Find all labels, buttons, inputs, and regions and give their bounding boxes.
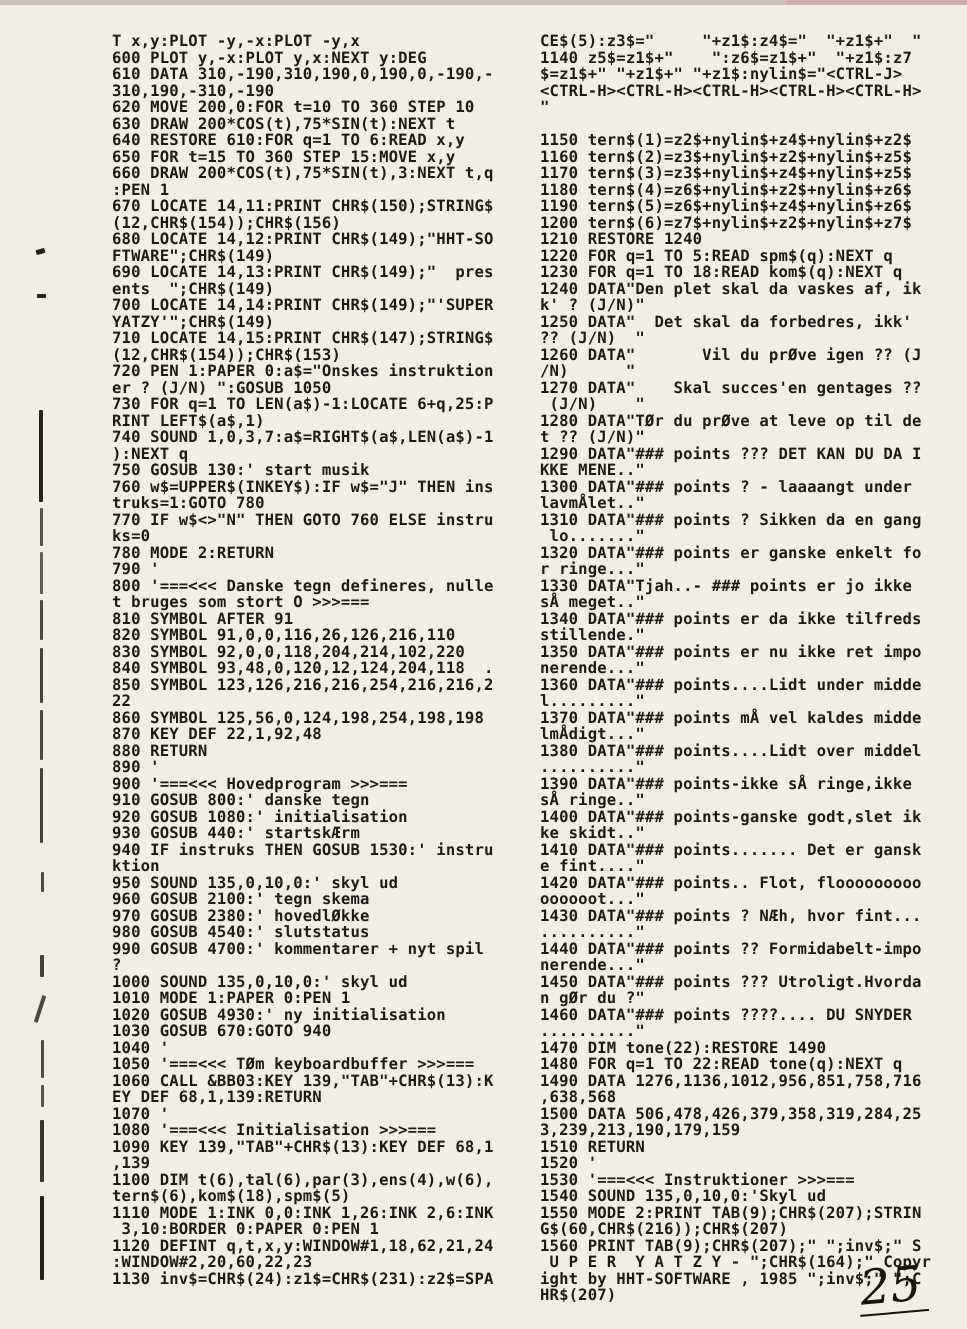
binding-mark	[40, 1196, 44, 1280]
code-line: 770 IF w$<>"N" THEN GOTO 760 ELSE instru	[112, 510, 494, 529]
scan-edge	[0, 0, 967, 5]
code-line: er ? (J/N) ":GOSUB 1050	[112, 378, 332, 397]
code-line: .........."	[540, 1022, 645, 1040]
code-line: ):NEXT q	[112, 444, 189, 463]
code-line: 1140 z5$=z1$+" ":z6$=z1$+" "+z1$:z7	[540, 48, 912, 67]
code-line: 1550 MODE 2:PRINT TAB(9);CHR$(207);STRIN	[540, 1203, 922, 1222]
code-line: 610 DATA 310,-190,310,190,0,190,0,-190,-	[112, 65, 494, 83]
code-line: 1500 DATA 506,478,426,379,358,319,284,25	[540, 1104, 922, 1123]
code-line: 1190 tern$(5)=z6$+nylin$+z4$+nylin$+z6$	[540, 197, 912, 215]
code-line: 690 LOCATE 14,13:PRINT CHR$(149);" pres	[112, 263, 494, 281]
code-line: 1250 DATA" Det skal da forbedres, ikk'	[540, 312, 912, 331]
code-line: (J/N) "	[540, 395, 645, 413]
code-line: 1260 DATA" Vil du prØve igen ?? (J	[540, 345, 922, 364]
code-line: 1080 '===<<< Initialisation >>>===	[112, 1121, 437, 1139]
binding-mark	[41, 872, 44, 892]
code-line: 650 FOR t=15 TO 360 STEP 15:MOVE x,y	[112, 147, 456, 166]
binding-mark	[40, 1120, 44, 1182]
code-line: 720 PEN 1:PAPER 0:a$="Onskes instruktion	[112, 362, 494, 380]
code-line: 3,10:BORDER 0:PAPER 0:PEN 1	[112, 1220, 380, 1238]
code-line: 1560 PRINT TAB(9);CHR$(207);" ";inv$;" S	[540, 1236, 922, 1255]
code-line: "	[540, 98, 550, 116]
code-line: :WINDOW#2,20,60,22,23	[112, 1253, 313, 1271]
code-line: HR$(207)	[540, 1286, 617, 1304]
code-line: tern$(6),kom$(18),spm$(5)	[112, 1187, 351, 1205]
code-line: stillende."	[540, 626, 645, 644]
code-line: 1460 DATA"### points ????.... DU SNYDER	[540, 1005, 912, 1024]
code-line: 1040 '	[112, 1038, 170, 1057]
code-line: 800 '===<<< Danske tegn defineres, nulle	[112, 576, 494, 595]
code-line: 700 LOCATE 14,14:PRINT CHR$(149);"'SUPER	[112, 296, 494, 314]
code-line: 1310 DATA"### points ? Sikken da en gang	[540, 510, 922, 529]
code-line: 1070 '	[112, 1104, 170, 1123]
code-line: 1010 MODE 1:PAPER 0:PEN 1	[112, 989, 351, 1007]
code-line: k' ? (J/N)"	[540, 296, 645, 314]
code-line: 1150 tern$(1)=z2$+nylin$+z4$+nylin$+z2$	[540, 131, 912, 149]
code-line: 1230 FOR q=1 TO 18:READ kom$(q):NEXT q	[540, 263, 903, 281]
code-line: 1030 GOSUB 670:GOTO 940	[112, 1022, 332, 1040]
code-line: 1000 SOUND 135,0,10,0:' skyl ud	[112, 972, 408, 991]
code-line: n gØr du ?"	[540, 989, 645, 1007]
code-line: 1130 inv$=CHR$(24):z1$=CHR$(231):z2$=SPA	[112, 1269, 494, 1288]
code-line: l........."	[540, 692, 645, 710]
code-line: 1420 DATA"### points.. Flot, flooooooooo	[540, 873, 922, 892]
code-line: 1270 DATA" Skal succes'en gentages ??	[540, 378, 922, 397]
binding-mark	[40, 768, 43, 843]
code-line: .........."	[540, 758, 645, 776]
code-line: 910 GOSUB 800:' danske tegn	[112, 791, 370, 809]
code-line: ktion	[112, 857, 160, 875]
code-line: 680 LOCATE 14,12:PRINT CHR$(149);"HHT-SO	[112, 230, 494, 248]
code-line: 760 w$=UPPER$(INKEY$):IF w$="J" THEN ins	[112, 477, 494, 496]
code-line: 1370 DATA"### points mÅ vel kaldes midde	[540, 708, 922, 727]
code-line	[540, 116, 940, 133]
code-line: 860 SYMBOL 125,56,0,124,198,254,198,198	[112, 708, 484, 727]
code-line: 960 GOSUB 2100:' tegn skema	[112, 890, 370, 908]
code-line: 1390 DATA"### points-ikke sÅ ringe,ikke	[540, 774, 912, 793]
code-line: ke skidt.."	[540, 824, 645, 842]
binding-mark	[36, 248, 46, 255]
binding-mark	[41, 1085, 44, 1107]
code-line: 1440 DATA"### points ?? Formidabelt-impo	[540, 939, 922, 958]
code-line: 1340 DATA"### points er da ikke tilfreds	[540, 609, 922, 628]
code-line: 820 SYMBOL 91,0,0,116,26,126,216,110	[112, 626, 456, 644]
code-line: 620 MOVE 200,0:FOR t=10 TO 360 STEP 10	[112, 98, 475, 116]
code-line: 1530 '===<<< Instruktioner >>>===	[540, 1170, 855, 1189]
code-line: 3,239,213,190,179,159	[540, 1121, 741, 1139]
code-line: 1400 DATA"### points-ganske godt,slet ik	[540, 807, 922, 826]
code-line: lo......."	[540, 527, 645, 545]
code-line: 930 GOSUB 440:' startskÆrm	[112, 824, 360, 842]
code-line: T x,y:PLOT -y,-x:PLOT -y,x	[112, 32, 360, 50]
code-line: YATZY'";CHR$(149)	[112, 312, 275, 331]
code-line: 1380 DATA"### points....Lidt over middel	[540, 741, 922, 760]
code-line: nerende..."	[540, 659, 645, 677]
code-line: t bruges som stort O >>>===	[112, 593, 370, 611]
code-line: 1520 '	[540, 1154, 598, 1172]
code-line: 1200 tern$(6)=z7$+nylin$+z2$+nylin$+z7$	[540, 213, 912, 232]
code-column-right	[540, 33, 940, 1304]
code-column-left	[112, 33, 512, 1287]
code-line: KKE MENE.."	[540, 461, 645, 479]
code-line: 1330 DATA"Tjah..- ### points er jo ikke	[540, 576, 912, 595]
code-line: $=z1$+" "+z1$+" "+z1$:nylin$="<CTRL-J>	[540, 65, 903, 83]
code-line: 660 DRAW 200*COS(t),75*SIN(t),3:NEXT t,q	[112, 164, 494, 182]
code-line: 600 PLOT y,-x:PLOT y,x:NEXT y:DEG	[112, 48, 427, 67]
code-line: 1240 DATA"Den plet skal da vaskes af, ik	[540, 279, 922, 298]
code-line: .........."	[540, 923, 645, 941]
binding-mark	[40, 600, 43, 640]
code-line: ents ";CHR$(149)	[112, 279, 275, 298]
code-line: U P E R Y A T Z Y - ";CHR$(164);" Copyr	[540, 1253, 932, 1271]
code-line: ?? (J/N) "	[540, 329, 645, 347]
code-line: 1470 DIM tone(22):RESTORE 1490	[540, 1038, 827, 1057]
code-line: 1100 DIM t(6),tal(6),par(3),ens(4),w(6),	[112, 1170, 494, 1189]
code-line: CE$(5):z3$=" "+z1$:z4$=" "+z1$+" "	[540, 32, 922, 50]
code-line: 1160 tern$(2)=z3$+nylin$+z2$+nylin$+z5$	[540, 147, 912, 166]
code-line: 310,190,-310,-190	[112, 81, 275, 100]
code-line: 1360 DATA"### points....Lidt under midde	[540, 675, 922, 694]
binding-mark	[40, 508, 43, 546]
code-line: /N) "	[540, 362, 636, 380]
code-line: 730 FOR q=1 TO LEN(a$)-1:LOCATE 6+q,25:P	[112, 395, 494, 413]
code-line: 640 RESTORE 610:FOR q=1 TO 6:READ x,y	[112, 131, 465, 149]
code-line: 1430 DATA"### points ? NÆh, hvor fint...	[540, 906, 922, 925]
code-line: t ?? (J/N)"	[540, 428, 645, 446]
code-line: 1480 FOR q=1 TO 22:READ tone(q):NEXT q	[540, 1055, 903, 1073]
code-line: 980 GOSUB 4540:' slutstatus	[112, 923, 370, 941]
code-line: sÅ meget.."	[540, 593, 645, 611]
code-line: 1350 DATA"### points er nu ikke ret impo	[540, 642, 922, 661]
code-line: 1110 MODE 1:INK 0,0:INK 1,26:INK 2,6:INK	[112, 1203, 494, 1222]
code-line: lavmÅlet.."	[540, 494, 645, 512]
code-line: 810 SYMBOL AFTER 91	[112, 609, 294, 628]
binding-mark	[37, 294, 46, 298]
code-line: 1290 DATA"### points ??? DET KAN DU DA I	[540, 444, 922, 463]
binding-mark	[40, 648, 43, 703]
code-line: 1180 tern$(4)=z6$+nylin$+z2$+nylin$+z6$	[540, 180, 912, 199]
code-line: 920 GOSUB 1080:' initialisation	[112, 807, 408, 826]
code-line: 1320 DATA"### points er ganske enkelt fo	[540, 543, 922, 562]
code-line: sÅ ringe.."	[540, 791, 645, 809]
code-line: 950 SOUND 135,0,10,0:' skyl ud	[112, 873, 399, 892]
code-line: lmÅdigt..."	[540, 725, 645, 743]
code-line: 670 LOCATE 14,11:PRINT CHR$(150);STRING$	[112, 197, 494, 215]
code-line: ks=0	[112, 527, 151, 545]
binding-mark	[34, 995, 46, 1023]
code-line: e fint...."	[540, 857, 645, 875]
code-line: ?	[112, 956, 122, 974]
code-line: oooooot..."	[540, 890, 645, 908]
code-line: 900 '===<<< Hovedprogram >>>===	[112, 774, 408, 793]
binding-mark	[40, 710, 43, 760]
code-line: 750 GOSUB 130:' start musik	[112, 461, 370, 479]
code-line: 1120 DEFINT q,t,x,y:WINDOW#1,18,62,21,24	[112, 1236, 494, 1255]
page-number: 25	[856, 1259, 929, 1317]
code-line: <CTRL-H><CTRL-H><CTRL-H><CTRL-H><CTRL-H>	[540, 81, 922, 100]
code-line: 1170 tern$(3)=z3$+nylin$+z4$+nylin$+z5$	[540, 164, 912, 182]
code-line: 1060 CALL &BB03:KEY 139,"TAB"+CHR$(13):K	[112, 1071, 494, 1090]
code-line: 1410 DATA"### points....... Det er gansk	[540, 840, 922, 859]
code-line: 1050 '===<<< TØm keyboardbuffer >>>===	[112, 1055, 475, 1073]
code-line: truks=1:GOTO 780	[112, 494, 265, 512]
code-line: 790 '	[112, 560, 160, 578]
code-line: 850 SYMBOL 123,126,216,216,254,216,216,2	[112, 675, 494, 694]
code-line: (12,CHR$(154));CHR$(156)	[112, 213, 341, 232]
code-line: :PEN 1	[112, 180, 170, 199]
code-line: 1220 FOR q=1 TO 5:READ spm$(q):NEXT q	[540, 246, 893, 265]
code-line: 1450 DATA"### points ??? Utroligt.Hvorda	[540, 972, 922, 991]
code-line: 1510 RETURN	[540, 1137, 645, 1156]
code-line: 890 '	[112, 758, 160, 776]
code-line: 1210 RESTORE 1240	[540, 230, 703, 248]
code-line: 880 RETURN	[112, 741, 208, 760]
code-line: ,638,568	[540, 1088, 617, 1106]
code-line: r ringe..."	[540, 560, 645, 578]
code-line: 840 SYMBOL 93,48,0,120,12,124,204,118 .	[112, 659, 494, 677]
code-line: EY DEF 68,1,139:RETURN	[112, 1088, 322, 1106]
code-line: 1090 KEY 139,"TAB"+CHR$(13):KEY DEF 68,1	[112, 1137, 494, 1156]
code-line: 1490 DATA 1276,1136,1012,956,851,758,716	[540, 1071, 922, 1090]
code-line: nerende..."	[540, 956, 645, 974]
code-line: G$(60,CHR$(216));CHR$(207)	[540, 1220, 788, 1238]
binding-mark	[40, 552, 43, 594]
code-line: 990 GOSUB 4700:' kommentarer + nyt spil	[112, 939, 484, 958]
binding-mark	[39, 410, 43, 502]
binding-mark	[41, 1040, 44, 1078]
code-line: 630 DRAW 200*COS(t),75*SIN(t):NEXT t	[112, 114, 456, 133]
code-line: 22	[112, 692, 132, 710]
code-line: 1300 DATA"### points ? - laaaangt under	[540, 477, 912, 496]
code-line: 940 IF instruks THEN GOSUB 1530:' instru	[112, 840, 494, 859]
code-line: RINT LEFT$(a$,1)	[112, 411, 265, 430]
code-line: ,139	[112, 1154, 151, 1172]
code-line: 1020 GOSUB 4930:' ny initialisation	[112, 1005, 446, 1024]
binding-mark	[40, 955, 44, 977]
code-line: 870 KEY DEF 22,1,92,48	[112, 725, 322, 743]
code-line: 780 MODE 2:RETURN	[112, 543, 275, 562]
code-line: 1540 SOUND 135,0,10,0:'Skyl ud	[540, 1187, 827, 1205]
code-line: 970 GOSUB 2380:' hovedlØkke	[112, 906, 370, 925]
code-line: 740 SOUND 1,0,3,7:a$=RIGHT$(a$,LEN(a$)-1	[112, 428, 494, 446]
code-line: 710 LOCATE 14,15:PRINT CHR$(147);STRING$	[112, 329, 494, 347]
code-line: (12,CHR$(154));CHR$(153)	[112, 345, 341, 364]
code-line: FTWARE";CHR$(149)	[112, 246, 275, 265]
code-line: ight by HHT-SOFTWARE , 1985 ";inv$;" ";C	[540, 1269, 922, 1288]
code-line: 1280 DATA"TØr du prØve at leve op til de	[540, 411, 922, 430]
code-line: 830 SYMBOL 92,0,0,118,204,214,102,220	[112, 642, 465, 661]
